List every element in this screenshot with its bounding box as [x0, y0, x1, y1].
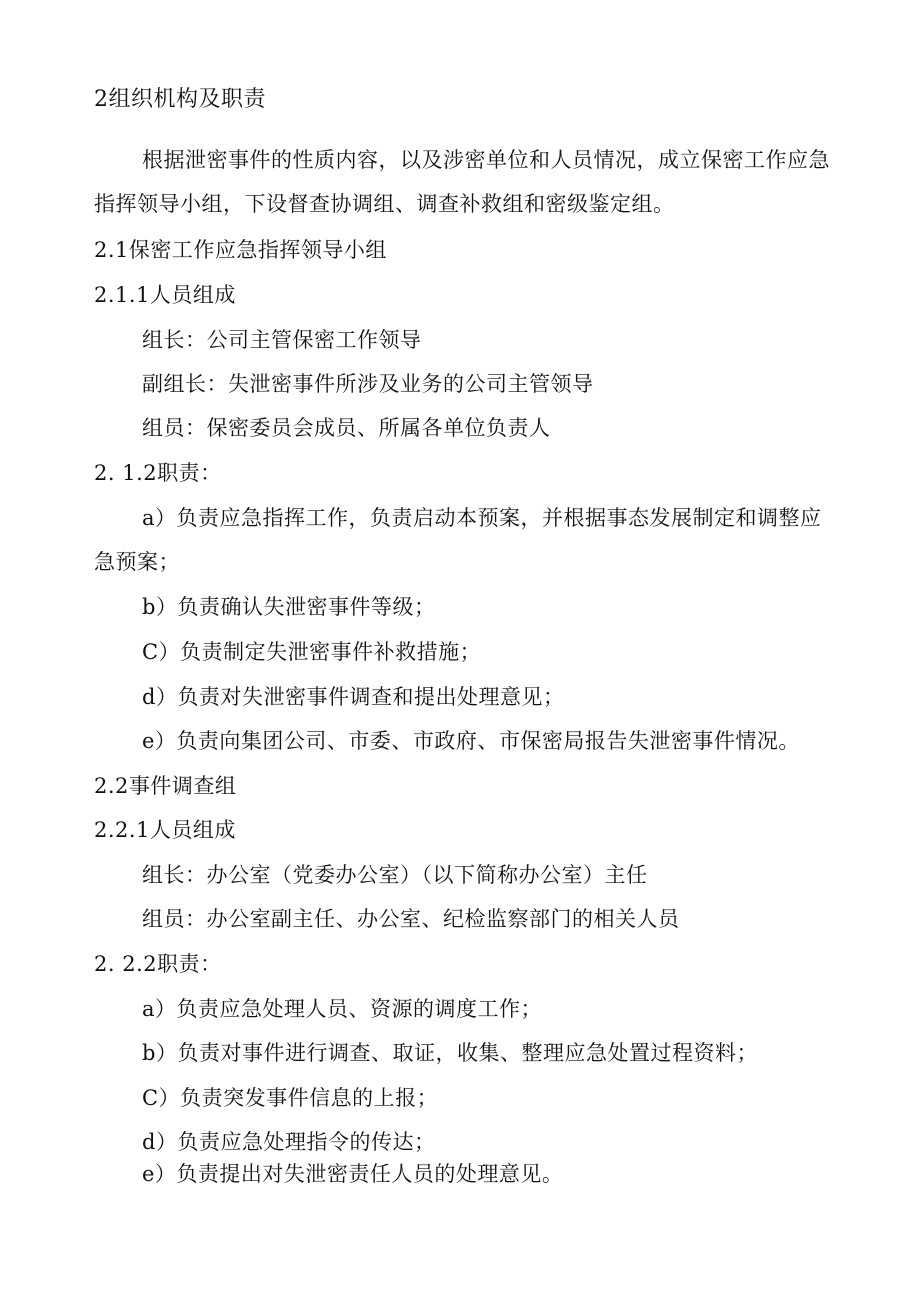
deputy-leader-line: 副组长：失泄密事件所涉及业务的公司主管领导 — [142, 372, 594, 396]
investigation-duty-b: b）负责对事件进行调查、取证，收集、整理应急处置过程资料； — [142, 1041, 758, 1065]
subsection-heading-2-1-1: 2.1.1人员组成 — [94, 283, 236, 307]
investigation-members-line: 组员：办公室副主任、办公室、纪检监察部门的相关人员 — [142, 907, 680, 931]
section-heading-2-1: 2.1保密工作应急指挥领导小组 — [94, 238, 387, 262]
investigation-leader-line: 组长：办公室（党委办公室）（以下简称办公室）主任 — [142, 863, 648, 887]
duty-item-a-line-2: 急预案； — [94, 550, 180, 574]
subsection-heading-2-2-1: 2.2.1人员组成 — [94, 818, 236, 842]
investigation-duty-c: C）负责突发事件信息的上报； — [142, 1086, 439, 1110]
section-heading-2: 2组织机构及职责 — [94, 87, 266, 112]
intro-paragraph-line-1: 根据泄密事件的性质内容，以及涉密单位和人员情况，成立保密工作应急 — [142, 148, 830, 172]
duty-item-c: C）负责制定失泄密事件补救措施； — [142, 640, 482, 664]
duty-item-a-line-1: a）负责应急指挥工作，负责启动本预案，并根据事态发展制定和调整应 — [142, 506, 822, 530]
members-line: 组员：保密委员会成员、所属各单位负责人 — [142, 416, 551, 440]
subsection-heading-2-2-2: 2. 2.2职责： — [94, 952, 222, 976]
duty-item-b: b）负责确认失泄密事件等级； — [142, 595, 436, 619]
leader-line: 组长：公司主管保密工作领导 — [142, 328, 422, 352]
section-heading-2-2: 2.2事件调查组 — [94, 774, 237, 798]
subsection-heading-2-1-2: 2. 1.2职责： — [94, 461, 222, 485]
duty-item-d: d）负责对失泄密事件调查和提出处理意见； — [142, 685, 565, 709]
investigation-duty-e: e）负责提出对失泄密责任人员的处理意见。 — [142, 1162, 564, 1186]
duty-item-e: e）负责向集团公司、市委、市政府、市保密局报告失泄密事件情况。 — [142, 729, 800, 753]
investigation-duty-a: a）负责应急处理人员、资源的调度工作； — [142, 997, 543, 1021]
investigation-duty-d: d）负责应急处理指令的传达； — [142, 1130, 436, 1154]
intro-paragraph-line-2: 指挥领导小组，下设督查协调组、调查补救组和密级鉴定组。 — [94, 192, 675, 216]
